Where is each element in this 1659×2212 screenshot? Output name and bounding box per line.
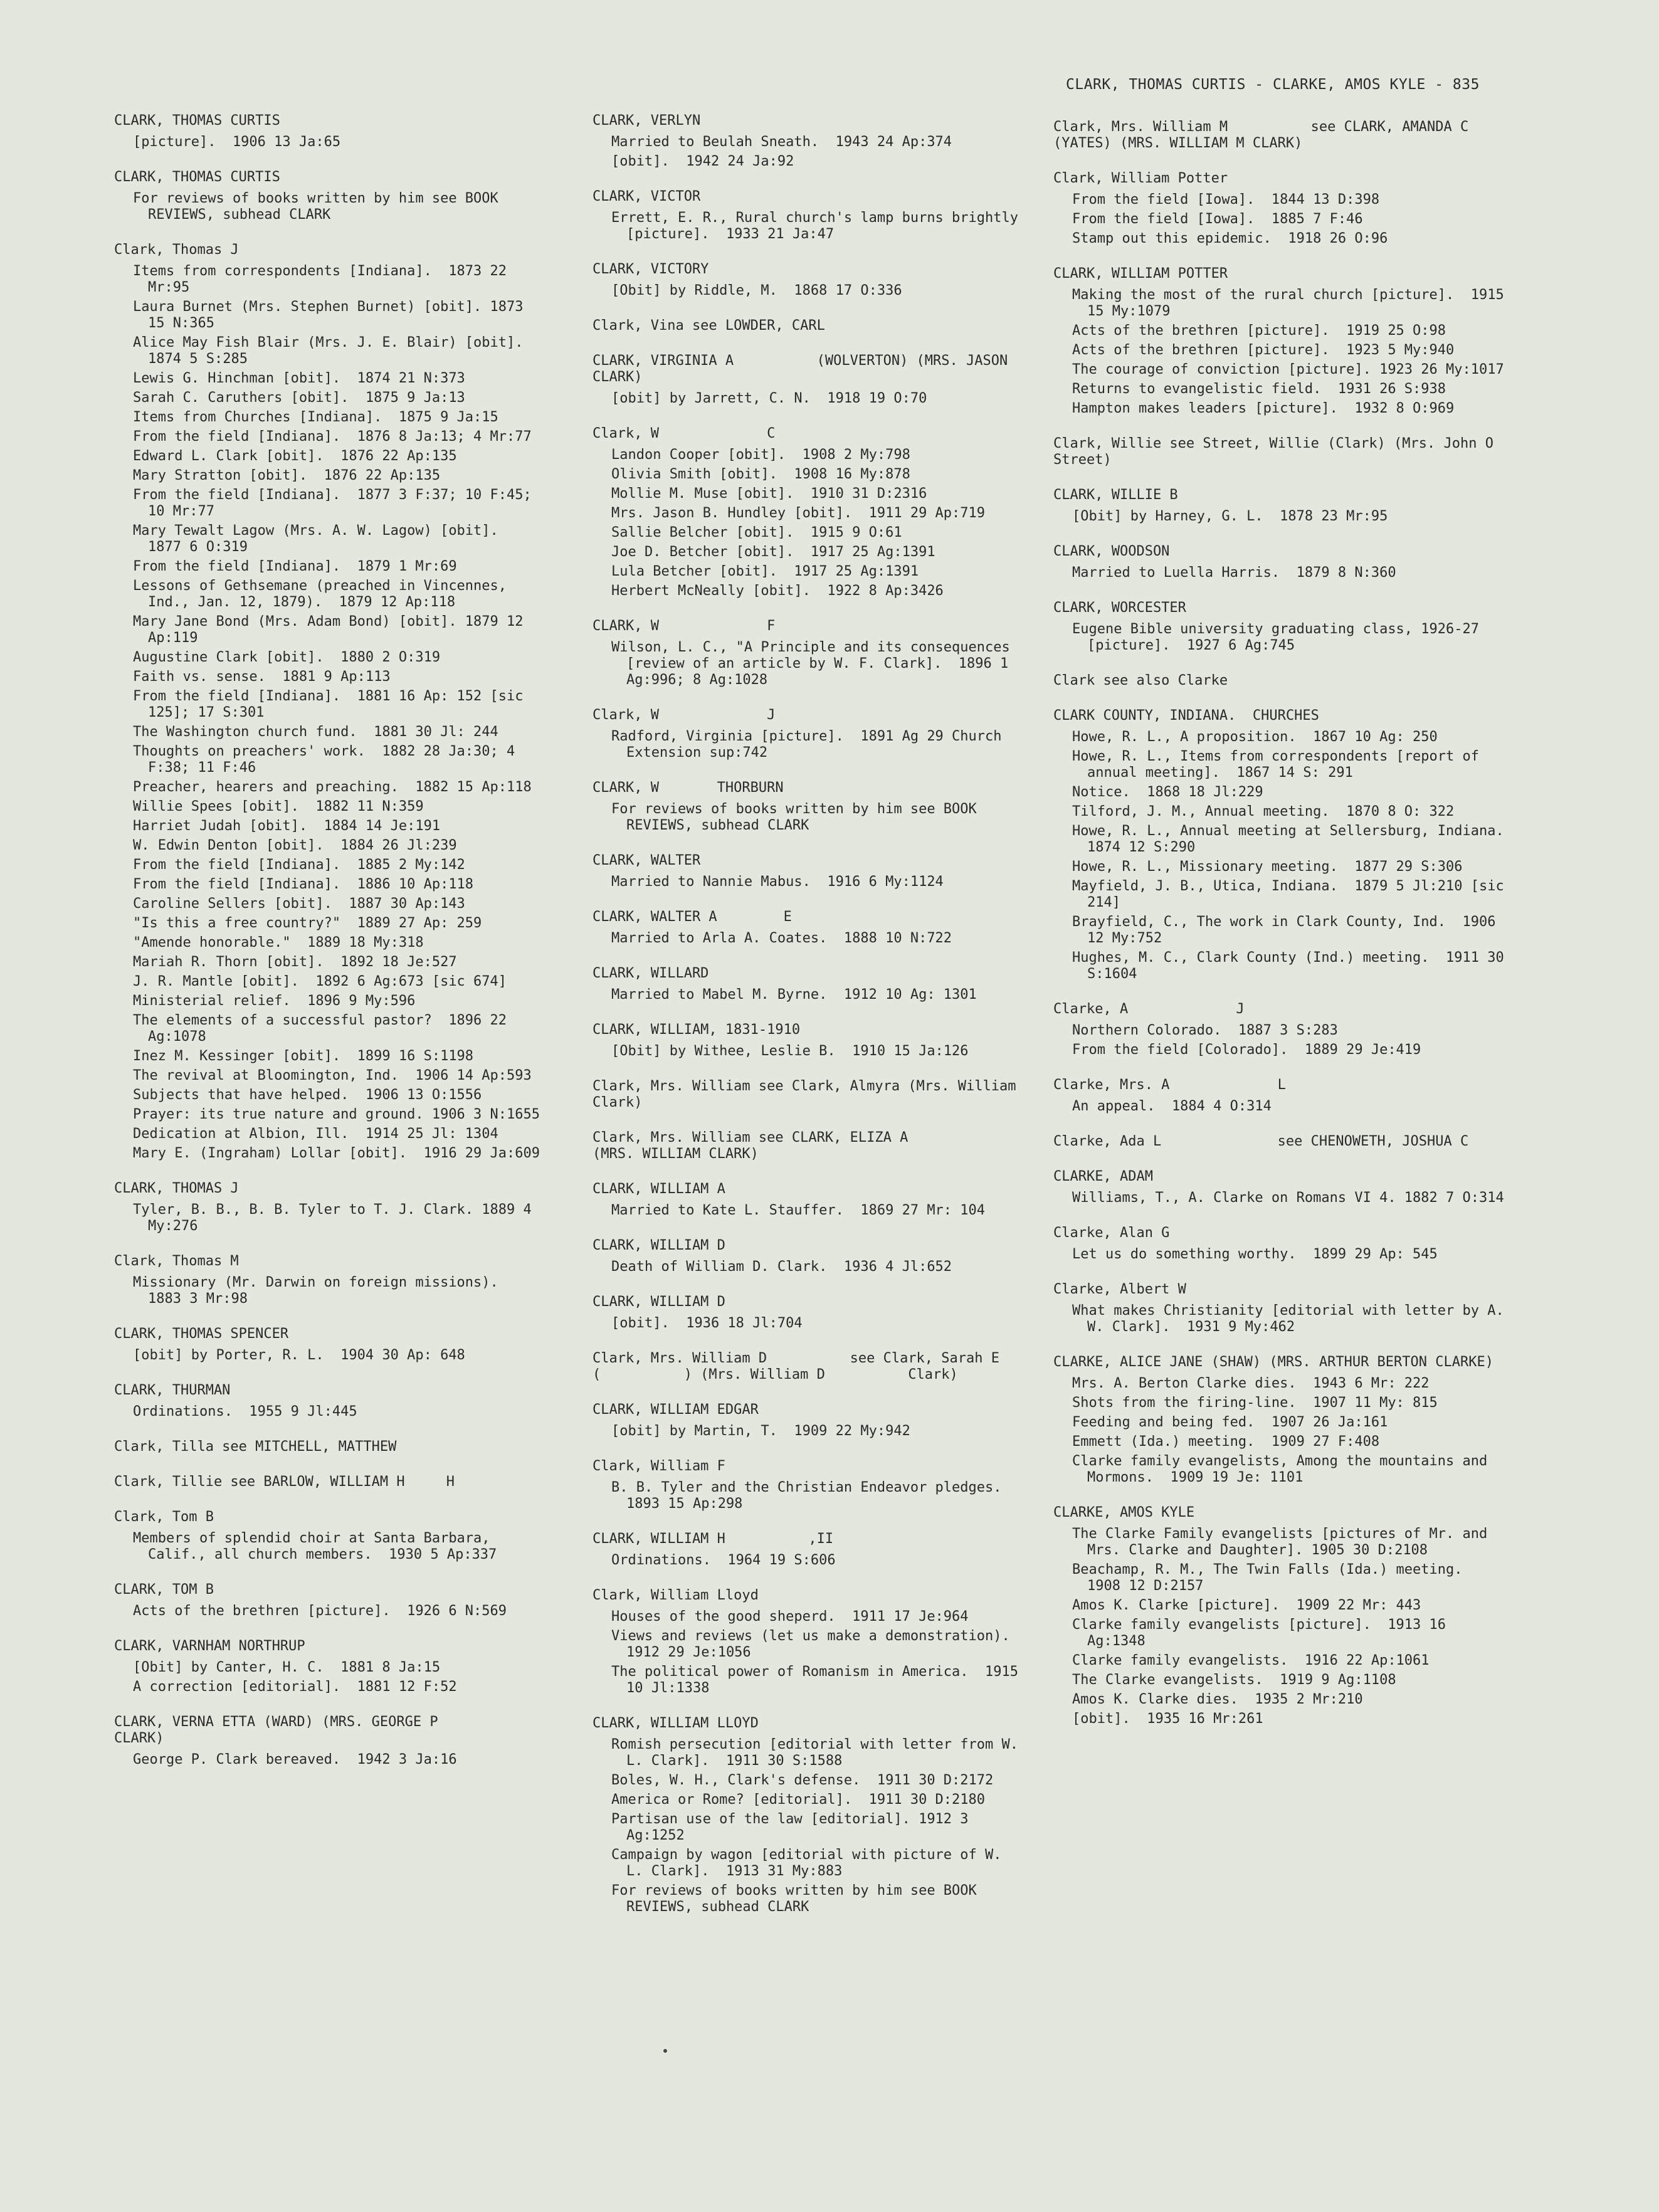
- entry-reference: J. R. Mantle [obit]. 1892 6 Ag:673 [sic 674]: [133, 974, 507, 989]
- entry-reference: Partisan use of the law [editorial]. 1912 3 Ag:1252: [611, 1811, 977, 1843]
- entry-reference: Olivia Smith [obit]. 1908 16 My:878: [611, 466, 910, 482]
- entry-heading: Clark, Tilla see MITCHELL, MATTHEW: [114, 1439, 397, 1455]
- entry-reference: [Obit] by Harney, G. L. 1878 23 Mr:95: [1072, 508, 1388, 524]
- entry-reference: Mary Tewalt Lagow (Mrs. A. W. Lagow) [obit]. 1877 6 O:319: [133, 523, 515, 555]
- entry-reference: Clarke family evangelists, Among the mountains and Mormons. 1909 19 Je: 1101: [1072, 1453, 1496, 1485]
- entry-heading: CLARK, THURMAN: [114, 1382, 231, 1398]
- entry-heading: CLARK, WALTER A E: [592, 909, 792, 925]
- entry-reference: Mary Jane Bond (Mrs. Adam Bond) [obit]. 1879 12 Ap:119: [133, 614, 532, 646]
- entry-reference: Married to Arla A. Coates. 1888 10 N:722: [611, 930, 952, 946]
- entry-reference: Howe, R. L., A proposition. 1867 10 Ag: 250: [1072, 729, 1438, 745]
- entry-heading: CLARK, VICTORY: [592, 261, 709, 277]
- entry-reference: Feeding and being fed. 1907 26 Ja:161: [1072, 1414, 1388, 1430]
- entry-reference: For reviews of books written by him see BOOK REVIEWS, subhead CLARK: [133, 191, 507, 223]
- entry-reference: Errett, E. R., Rural church's lamp burns brightly [picture]. 1933 21 Ja:47: [611, 210, 1027, 242]
- entry-reference: Tyler, B. B., B. B. Tyler to T. J. Clark. 1889 4 My:276: [133, 1202, 540, 1234]
- entry-heading: Clark, Mrs. William see Clark, Almyra (Mrs. William Clark): [592, 1078, 1024, 1110]
- entry-heading: Clarke, Alan G: [1053, 1225, 1170, 1241]
- entry-reference: Howe, R. L., Missionary meeting. 1877 29 S:306: [1072, 859, 1463, 875]
- entry-reference: Let us do something worthy. 1899 29 Ap: 545: [1072, 1246, 1438, 1262]
- entry-reference: Mollie M. Muse [obit]. 1910 31 D:2316: [611, 486, 927, 502]
- entry-reference: Wilson, L. C., "A Principle and its consequences [review of an article by W. F. Clark]. 1896 1 Ag:996; 8 Ag:1028: [611, 640, 1019, 688]
- entry-reference: Prayer: its true nature and ground. 1906 3 N:1655: [133, 1107, 540, 1122]
- entry-reference: [obit]. 1942 24 Ja:92: [611, 154, 794, 169]
- entry-reference: Hampton makes leaders [picture]. 1932 8 O:969: [1072, 401, 1455, 416]
- entry-reference: Eugene Bible university graduating class, 1926-27 [picture]. 1927 6 Ag:745: [1072, 621, 1488, 653]
- entry-reference: From the field [Indiana]. 1876 8 Ja:13; 4 Mr:77: [133, 429, 532, 445]
- entry-heading: CLARK, WILLIAM EDGAR: [592, 1402, 759, 1418]
- entry-reference: George P. Clark bereaved. 1942 3 Ja:16: [133, 1752, 457, 1767]
- entry-reference: Preacher, hearers and preaching. 1882 15 Ap:118: [133, 779, 532, 795]
- entry-reference: Mary E. (Ingraham) Lollar [obit]. 1916 29 Ja:609: [133, 1146, 540, 1161]
- entry-reference: [obit] by Porter, R. L. 1904 30 Ap: 648: [133, 1347, 465, 1363]
- entry-heading: Clark, Mrs. William M see CLARK, AMANDA C (YATES) (MRS. WILLIAM M CLARK): [1053, 119, 1552, 151]
- entry-reference: Items from correspondents [Indiana]. 1873 22 Mr:95: [133, 263, 515, 295]
- entry-reference: Emmett (Ida.) meeting. 1909 27 F:408: [1072, 1434, 1380, 1450]
- entry-reference: Howe, R. L., Annual meeting at Sellersburg, Indiana. 1874 12 S:290: [1072, 823, 1521, 855]
- entry-reference: The revival at Bloomington, Ind. 1906 14 Ap:593: [133, 1068, 532, 1083]
- entry-reference: Notice. 1868 18 Jl:229: [1072, 784, 1263, 800]
- entry-reference: From the field [Indiana]. 1877 3 F:37; 10 F:45; 10 Mr:77: [133, 487, 540, 519]
- entry-reference: Northern Colorado. 1887 3 S:283: [1072, 1023, 1338, 1038]
- entry-reference: Herbert McNeally [obit]. 1922 8 Ap:3426: [611, 583, 944, 599]
- entry-heading: CLARKE, AMOS KYLE: [1053, 1505, 1195, 1520]
- entry-heading: CLARK, TOM B: [114, 1582, 214, 1598]
- entry-heading: CLARK, THOMAS SPENCER: [114, 1326, 289, 1342]
- running-head: CLARK, THOMAS CURTIS - CLARKE, AMOS KYLE - 835: [1066, 76, 1480, 93]
- entry-heading: Clark, William F: [592, 1458, 725, 1474]
- entry-reference: Clarke family evangelists [picture]. 1913 16 Ag:1348: [1072, 1617, 1455, 1649]
- entry-reference: Lessons of Gethsemane (preached in Vincennes, Ind., Jan. 12, 1879). 1879 12 Ap:118: [133, 578, 515, 610]
- entry-reference: Ordinations. 1964 19 S:606: [611, 1552, 836, 1568]
- entry-reference: Married to Kate L. Stauffer. 1869 27 Mr: 104: [611, 1203, 986, 1218]
- entry-heading: Clarke, Mrs. A L: [1053, 1077, 1286, 1093]
- entry-heading: CLARK, WOODSON: [1053, 544, 1170, 559]
- entry-reference: For reviews of books written by him see BOOK REVIEWS, subhead CLARK: [611, 801, 986, 833]
- entry-reference: From the field [Indiana]. 1886 10 Ap:118: [133, 877, 474, 892]
- entry-reference: [Obit] by Withee, Leslie B. 1910 15 Ja:126: [611, 1043, 969, 1059]
- entry-reference: Married to Beulah Sneath. 1943 24 Ap:374: [611, 134, 952, 150]
- entry-reference: Willie Spees [obit]. 1882 11 N:359: [133, 799, 424, 814]
- entry-reference: The courage of conviction [picture]. 1923 26 My:1017: [1072, 362, 1504, 377]
- entry-heading: Clarke, A J: [1053, 1001, 1245, 1017]
- entry-reference: [picture]. 1906 13 Ja:65: [133, 134, 341, 150]
- entry-reference: The Clarke evangelists. 1919 9 Ag:1108: [1072, 1672, 1396, 1688]
- entry-reference: Williams, T., A. Clarke on Romans VI 4. 1882 7 O:314: [1072, 1190, 1504, 1206]
- entry-heading: Clark, Tillie see BARLOW, WILLIAM H H: [114, 1474, 455, 1490]
- entry-reference: Mrs. Jason B. Hundley [obit]. 1911 29 Ap:719: [611, 505, 986, 521]
- entry-reference: Making the most of the rural church [picture]. 1915 15 My:1079: [1072, 287, 1512, 319]
- entry-reference: Items from Churches [Indiana]. 1875 9 Ja:15: [133, 409, 498, 425]
- entry-reference: B. B. Tyler and the Christian Endeavor pledges. 1893 15 Ap:298: [611, 1480, 1019, 1512]
- entry-reference: Howe, R. L., Items from correspondents [report of annual meeting]. 1867 14 S: 291: [1072, 749, 1488, 781]
- entry-reference: Lewis G. Hinchman [obit]. 1874 21 N:373: [133, 371, 465, 386]
- entry-reference: Edward L. Clark [obit]. 1876 22 Ap:135: [133, 448, 457, 464]
- entry-reference: [obit] by Jarrett, C. N. 1918 19 O:70: [611, 391, 927, 406]
- entry-reference: Members of splendid choir at Santa Barbara, Calif., all church members. 1930 5 Ap:337: [133, 1530, 498, 1562]
- entry-reference: Stamp out this epidemic. 1918 26 O:96: [1072, 231, 1388, 246]
- entry-reference: The Clarke Family evangelists [pictures of Mr. and Mrs. Clarke and Daughter]. 1905 30 D:2108: [1072, 1526, 1496, 1558]
- entry-reference: Hughes, M. C., Clark County (Ind.) meeting. 1911 30 S:1604: [1072, 950, 1512, 982]
- entry-reference: Ordinations. 1955 9 Jl:445: [133, 1404, 357, 1419]
- entry-heading: CLARK, WORCESTER: [1053, 600, 1186, 616]
- entry-heading: CLARK, VERNA ETTA (WARD) (MRS. GEORGE P CLARK): [114, 1714, 522, 1746]
- entry-reference: Subjects that have helped. 1906 13 O:1556: [133, 1087, 482, 1103]
- entry-heading: CLARKE, ADAM: [1053, 1169, 1153, 1184]
- entry-reference: Returns to evangelistic field. 1931 26 S:938: [1072, 381, 1446, 397]
- entry-reference: Laura Burnet (Mrs. Stephen Burnet) [obit]. 1873 15 N:365: [133, 299, 532, 331]
- entry-reference: Caroline Sellers [obit]. 1887 30 Ap:143: [133, 896, 465, 912]
- entry-heading: CLARK, WILLIAM H ,II: [592, 1531, 834, 1547]
- entry-heading: CLARK, WILLIE B: [1053, 487, 1178, 503]
- entry-heading: Clark, Thomas M: [114, 1253, 239, 1269]
- entry-reference: Acts of the brethren [picture]. 1919 25 O:98: [1072, 323, 1446, 339]
- entry-reference: An appeal. 1884 4 O:314: [1072, 1098, 1272, 1114]
- entry-reference: Tilford, J. M., Annual meeting. 1870 8 O: 322: [1072, 804, 1455, 819]
- entry-reference: Ministerial relief. 1896 9 My:596: [133, 993, 416, 1009]
- entry-reference: For reviews of books written by him see BOOK REVIEWS, subhead CLARK: [611, 1883, 986, 1915]
- entry-heading: CLARK, VARNHAM NORTHRUP: [114, 1638, 305, 1654]
- entry-reference: Brayfield, C., The work in Clark County, Ind. 1906 12 My:752: [1072, 914, 1504, 946]
- entry-reference: The elements of a successful pastor? 1896 22 Ag:1078: [133, 1013, 515, 1045]
- entry-reference: Radford, Virginia [picture]. 1891 Ag 29 Church Extension sup:742: [611, 729, 1010, 761]
- entry-reference: Alice May Fish Blair (Mrs. J. E. Blair) [obit]. 1874 5 S:285: [133, 335, 540, 367]
- entry-reference: [Obit] by Riddle, M. 1868 17 O:336: [611, 283, 902, 298]
- entry-reference: From the field [Indiana]. 1885 2 My:142: [133, 857, 465, 873]
- entry-heading: CLARK, WALTER: [592, 853, 701, 868]
- entry-heading: Clark, Willie see Street, Willie (Clark) (Mrs. John O Street): [1053, 436, 1577, 468]
- entry-heading: CLARK, W THORBURN: [592, 780, 784, 796]
- entry-reference: Joe D. Betcher [obit]. 1917 25 Ag:1391: [611, 544, 935, 560]
- entry-reference: Boles, W. H., Clark's defense. 1911 30 D:2172: [611, 1772, 994, 1788]
- entry-reference: Mayfield, J. B., Utica, Indiana. 1879 5 Jl:210 [sic 214]: [1072, 878, 1512, 910]
- entry-reference: From the field [Colorado]. 1889 29 Je:419: [1072, 1042, 1421, 1058]
- entry-heading: Clarke, Ada L see CHENOWETH, JOSHUA C: [1053, 1134, 1469, 1149]
- entry-heading: Clark, Tom B: [114, 1509, 214, 1525]
- entry-reference: Married to Nannie Mabus. 1916 6 My:1124: [611, 874, 944, 890]
- entry-reference: Harriet Judah [obit]. 1884 14 Je:191: [133, 818, 441, 834]
- entry-heading: CLARK COUNTY, INDIANA. CHURCHES: [1053, 708, 1319, 724]
- entry-reference: Married to Luella Harris. 1879 8 N:360: [1072, 565, 1396, 581]
- entry-reference: [obit] by Martin, T. 1909 22 My:942: [611, 1423, 910, 1439]
- entry-heading: CLARK, THOMAS J: [114, 1181, 239, 1196]
- entry-heading: CLARK, VICTOR: [592, 189, 701, 204]
- entry-reference: Sarah C. Caruthers [obit]. 1875 9 Ja:13: [133, 390, 465, 406]
- entry-reference: From the field [Indiana]. 1879 1 Mr:69: [133, 559, 457, 574]
- entry-heading: Clark see also Clarke: [1053, 673, 1228, 688]
- column-2: [592, 113, 1083, 1919]
- entry-heading: CLARK, VIRGINIA A (WOLVERTON) (MRS. JASON CLARK): [592, 353, 1016, 385]
- entry-reference: Romish persecution [editorial with letter from W. L. Clark]. 1911 30 S:1588: [611, 1737, 1027, 1769]
- entry-reference: Augustine Clark [obit]. 1880 2 O:319: [133, 650, 441, 665]
- entry-reference: Amos K. Clarke [picture]. 1909 22 Mr: 443: [1072, 1598, 1421, 1613]
- entry-reference: W. Edwin Denton [obit]. 1884 26 Jl:239: [133, 838, 457, 853]
- entry-reference: Lula Betcher [obit]. 1917 25 Ag:1391: [611, 564, 919, 579]
- entry-heading: CLARK, THOMAS CURTIS: [114, 113, 280, 129]
- entry-reference: Clarke family evangelists. 1916 22 Ap:1061: [1072, 1653, 1430, 1668]
- entry-reference: [obit]. 1936 18 Jl:704: [611, 1315, 803, 1331]
- entry-heading: Clark, Mrs. William D see Clark, Sarah E ( ) (Mrs. William D Clark): [592, 1351, 1083, 1382]
- entry-heading: CLARK, WILLIAM, 1831-1910: [592, 1022, 801, 1038]
- entry-heading: CLARK, VERLYN: [592, 113, 701, 129]
- entry-heading: CLARK, THOMAS CURTIS: [114, 169, 280, 185]
- entry-reference: "Amende honorable." 1889 18 My:318: [133, 935, 424, 951]
- entry-heading: Clark, William Lloyd: [592, 1588, 759, 1603]
- entry-reference: From the field [Iowa]. 1885 7 F:46: [1072, 211, 1363, 227]
- entry-reference: From the field [Indiana]. 1881 16 Ap: 152 [sic 125]; 17 S:301: [133, 688, 532, 720]
- entry-heading: Clark, William Potter: [1053, 171, 1228, 186]
- entry-reference: [Obit] by Canter, H. C. 1881 8 Ja:15: [133, 1660, 441, 1675]
- entry-reference: The Washington church fund. 1881 30 Jl: 244: [133, 724, 498, 740]
- entry-reference: Inez M. Kessinger [obit]. 1899 16 S:1198: [133, 1048, 474, 1064]
- entry-reference: Shots from the firing-line. 1907 11 My: 815: [1072, 1395, 1438, 1411]
- entry-reference: America or Rome? [editorial]. 1911 30 D:2180: [611, 1792, 986, 1808]
- column-3: [1053, 119, 1577, 1730]
- entry-reference: Dedication at Albion, Ill. 1914 25 Jl: 1304: [133, 1126, 498, 1142]
- entry-heading: Clark, Thomas J: [114, 242, 239, 258]
- entry-reference: Married to Mabel M. Byrne. 1912 10 Ag: 1301: [611, 987, 977, 1003]
- entry-heading: CLARKE, ALICE JANE (SHAW) (MRS. ARTHUR BERTON CLARKE): [1053, 1354, 1493, 1370]
- entry-heading: CLARK, W F: [592, 618, 776, 634]
- entry-heading: Clark, W J: [592, 707, 776, 723]
- entry-reference: Faith vs. sense. 1881 9 Ap:113: [133, 669, 391, 685]
- entry-reference: Mariah R. Thorn [obit]. 1892 18 Je:527: [133, 954, 457, 970]
- column-1: [114, 113, 547, 1771]
- entry-reference: Campaign by wagon [editorial with picture of W. L. Clark]. 1913 31 My:883: [611, 1847, 1010, 1879]
- entry-heading: Clark, Vina see LOWDER, CARL: [592, 318, 825, 334]
- entry-heading: CLARK, WILLIAM D: [592, 1238, 725, 1253]
- entry-reference: The political power of Romanism in America. 1915 10 Jl:1338: [611, 1664, 1027, 1696]
- entry-reference: A correction [editorial]. 1881 12 F:52: [133, 1679, 457, 1695]
- entry-heading: CLARK, WILLIAM LLOYD: [592, 1715, 759, 1731]
- entry-reference: Thoughts on preachers' work. 1882 28 Ja:30; 4 F:38; 11 F:46: [133, 744, 524, 776]
- entry-reference: Sallie Belcher [obit]. 1915 9 O:61: [611, 525, 902, 540]
- page-mark: [663, 2049, 667, 2053]
- entry-reference: Missionary (Mr. Darwin on foreign missions). 1883 3 Mr:98: [133, 1275, 515, 1307]
- entry-reference: Death of William D. Clark. 1936 4 Jl:652: [611, 1259, 952, 1275]
- entry-reference: Landon Cooper [obit]. 1908 2 My:798: [611, 447, 910, 463]
- entry-heading: Clarke, Albert W: [1053, 1282, 1186, 1297]
- entry-reference: Acts of the brethren [picture]. 1926 6 N:569: [133, 1603, 507, 1619]
- entry-reference: Amos K. Clarke dies. 1935 2 Mr:210: [1072, 1692, 1363, 1707]
- entry-reference: [obit]. 1935 16 Mr:261: [1072, 1711, 1263, 1727]
- entry-heading: CLARK, WILLIAM D: [592, 1294, 725, 1310]
- entry-heading: CLARK, WILLIAM A: [592, 1181, 725, 1197]
- entry-reference: "Is this a free country?" 1889 27 Ap: 259: [133, 915, 482, 931]
- entry-heading: CLARK, WILLARD: [592, 966, 709, 981]
- entry-reference: Views and reviews (let us make a demonstration). 1912 29 Je:1056: [611, 1628, 1027, 1660]
- entry-heading: Clark, W C: [592, 426, 776, 441]
- entry-reference: Mrs. A. Berton Clarke dies. 1943 6 Mr: 222: [1072, 1376, 1430, 1391]
- entry-heading: CLARK, WILLIAM POTTER: [1053, 266, 1228, 282]
- entry-reference: Houses of the good sheperd. 1911 17 Je:964: [611, 1609, 969, 1625]
- entry-reference: Beachamp, R. M., The Twin Falls (Ida.) meeting. 1908 12 D:2157: [1072, 1562, 1480, 1594]
- entry-reference: Mary Stratton [obit]. 1876 22 Ap:135: [133, 468, 441, 483]
- entry-reference: What makes Christianity [editorial with letter by A. W. Clark]. 1931 9 My:462: [1072, 1303, 1512, 1335]
- entry-reference: From the field [Iowa]. 1844 13 D:398: [1072, 192, 1380, 208]
- entry-reference: Acts of the brethren [picture]. 1923 5 My:940: [1072, 342, 1455, 358]
- entry-heading: Clark, Mrs. William see CLARK, ELIZA A (MRS. WILLIAM CLARK): [592, 1130, 991, 1162]
